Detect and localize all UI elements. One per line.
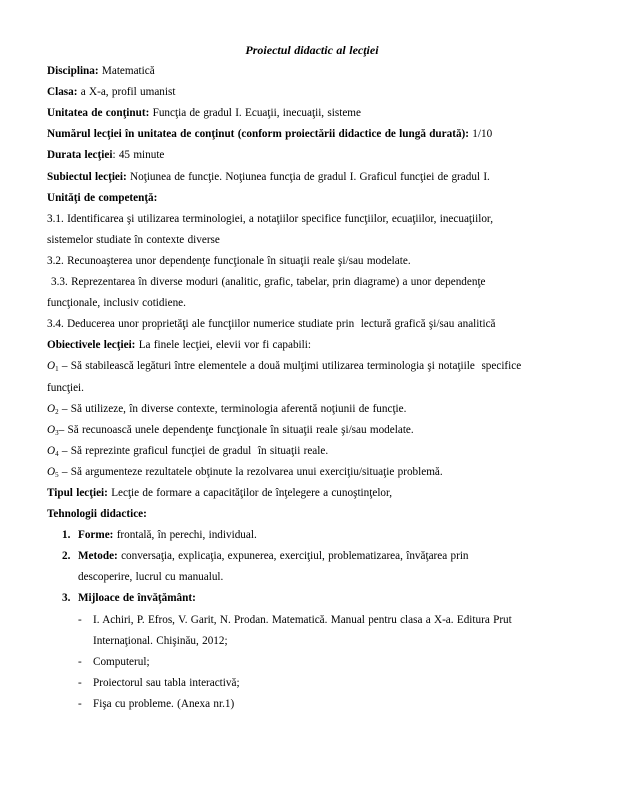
- mijloc-manual-line1: [78, 610, 598, 631]
- competenta-3-3-line2: funcţionale, inclusiv cotidiene.: [47, 297, 186, 310]
- tehnologii-item-metode-line1: [62, 546, 598, 567]
- item-value: conversaţia, explicaţia, expunerea, exerciţiul, problematizarea, învăţarea prin: [117, 550, 469, 563]
- objective-text: – Să reprezinte graficul funcţiei de gradul în situaţii reale.: [58, 444, 329, 457]
- field-label: Durata lecţiei: [47, 149, 113, 162]
- objective-symbol: O: [47, 360, 56, 373]
- item-text: Computerul;: [93, 655, 150, 668]
- obiective-heading: [47, 335, 598, 356]
- objective-index: 1: [55, 365, 59, 374]
- tehnologii-item-forme: [62, 525, 598, 546]
- list-dash: -: [78, 613, 82, 626]
- list-number: 3.: [62, 592, 71, 605]
- field-numarul-lectiei: [47, 124, 598, 145]
- competenta-3-3-line1: 3.3. Reprezentarea în diverse moduri (analitic, grafic, tabelar, prin diagrame) a unor dependenţe: [51, 276, 486, 289]
- obiectiv-4: [47, 441, 598, 462]
- objective-symbol: O: [47, 465, 56, 478]
- objective-index: 5: [55, 470, 59, 479]
- objective-index: 3: [55, 428, 59, 437]
- objective-text: – Să recunoască unele dependenţe funcţionale în situaţii reale şi/sau modelate.: [58, 423, 414, 436]
- field-label: Clasa:: [47, 86, 78, 99]
- field-label: Numărul lecţiei în unitatea de conţinut (conform proiectării didactice de lungă durată):: [47, 128, 469, 141]
- objective-text: – Să argumenteze rezultatele obţinute la rezolvarea unui exerciţiu/situaţie problemă.: [58, 465, 443, 478]
- field-durata: [47, 145, 598, 166]
- item-text: I. Achiri, P. Efros, V. Garit, N. Prodan. Matematică. Manual pentru clasa a X-a. Editura Prut: [93, 613, 512, 626]
- document-title: Proiectul didactic al lecţiei: [245, 43, 379, 57]
- list-dash: -: [78, 676, 82, 689]
- objective-symbol: O: [47, 423, 56, 436]
- field-disciplina: [47, 61, 598, 82]
- obiectiv-5: [47, 462, 598, 483]
- competenta-3-1-line2: sistemelor studiate în contexte diverse: [47, 233, 220, 246]
- obiective-label: Obiectivele lecţiei:: [47, 339, 136, 352]
- field-label: Unitatea de conţinut:: [47, 107, 150, 120]
- list-number: 1.: [62, 529, 71, 542]
- obiectiv-1-line2: funcţiei.: [47, 381, 84, 394]
- obiectiv-1-line1: [47, 356, 598, 377]
- item-value: frontală, în perechi, individual.: [113, 529, 257, 542]
- objective-symbol: O: [47, 444, 56, 457]
- list-dash: -: [78, 655, 82, 668]
- field-value: a X-a, profil umanist: [77, 86, 176, 99]
- tipul-label: Tipul lecţiei:: [47, 486, 108, 499]
- objective-text: – Să stabilească legături între elementele a două mulţimi utilizarea terminologia şi notaţiile specifice: [58, 360, 522, 373]
- field-subiectul: [47, 167, 598, 188]
- mijloc-proiectorul: [78, 673, 598, 694]
- tipul-value: Lecţie de formare a capacităţilor de înţelegere a cunoştinţelor,: [107, 486, 393, 499]
- item-text: Fişa cu probleme. (Anexa nr.1): [93, 697, 235, 710]
- field-value: : 45 minute: [112, 149, 165, 162]
- competenta-3-1-line1: 3.1. Identificarea şi utilizarea terminologiei, a notaţiilor specifice funcţiilor, ecuaţiilor, inecuaţiilor,: [47, 212, 494, 225]
- obiectiv-2: [47, 399, 598, 420]
- field-label: Subiectul lecţiei:: [47, 170, 127, 183]
- objective-index: 4: [55, 449, 59, 458]
- tehnologii-item-metode-line2: descoperire, lucrul cu manualul.: [78, 571, 224, 584]
- obiectiv-3: [47, 420, 598, 441]
- item-label: Forme:: [78, 529, 114, 542]
- competente-heading: Unităţi de competenţă:: [47, 191, 158, 204]
- competenta-3-4: 3.4. Deducerea unor proprietăţi ale funcţiilor numerice studiate prin lectură grafică şi/sau analitică: [47, 318, 496, 331]
- objective-index: 2: [55, 407, 59, 416]
- mijloc-manual-line2: Internaţional. Chişinău, 2012;: [93, 634, 228, 647]
- tipul-lectiei: [47, 483, 598, 504]
- field-clasa: [47, 82, 598, 103]
- item-label: Metode:: [78, 550, 118, 563]
- objective-text: – Să utilizeze, în diverse contexte, terminologia aferentă noţiunii de funcţie.: [58, 402, 407, 415]
- mijloc-fisa: [78, 694, 598, 715]
- obiective-intro: La finele lecţiei, elevii vor fi capabili:: [135, 339, 311, 352]
- competenta-3-2: 3.2. Recunoaşterea unor dependenţe funcţionale în situaţii reale şi/sau modelate.: [47, 254, 411, 267]
- field-label: Disciplina:: [47, 65, 99, 78]
- field-value: 1/10: [469, 128, 493, 141]
- item-label: Mijloace de învăţământ:: [78, 592, 196, 605]
- item-text: Proiectorul sau tabla interactivă;: [93, 676, 240, 689]
- field-value: Funcţia de gradul I. Ecuaţii, inecuaţii, sisteme: [149, 107, 361, 120]
- list-dash: -: [78, 697, 82, 710]
- list-number: 2.: [62, 550, 71, 563]
- objective-symbol: O: [47, 402, 56, 415]
- tehnologii-heading: Tehnologii didactice:: [47, 508, 147, 521]
- mijloc-computerul: [78, 652, 598, 673]
- tehnologii-item-mijloace: [62, 588, 598, 609]
- field-value: Matematică: [98, 65, 155, 78]
- field-value: Noţiunea de funcţie. Noţiunea funcţia de gradul I. Graficul funcţiei de gradul I.: [126, 170, 490, 183]
- field-unitatea: [47, 103, 598, 124]
